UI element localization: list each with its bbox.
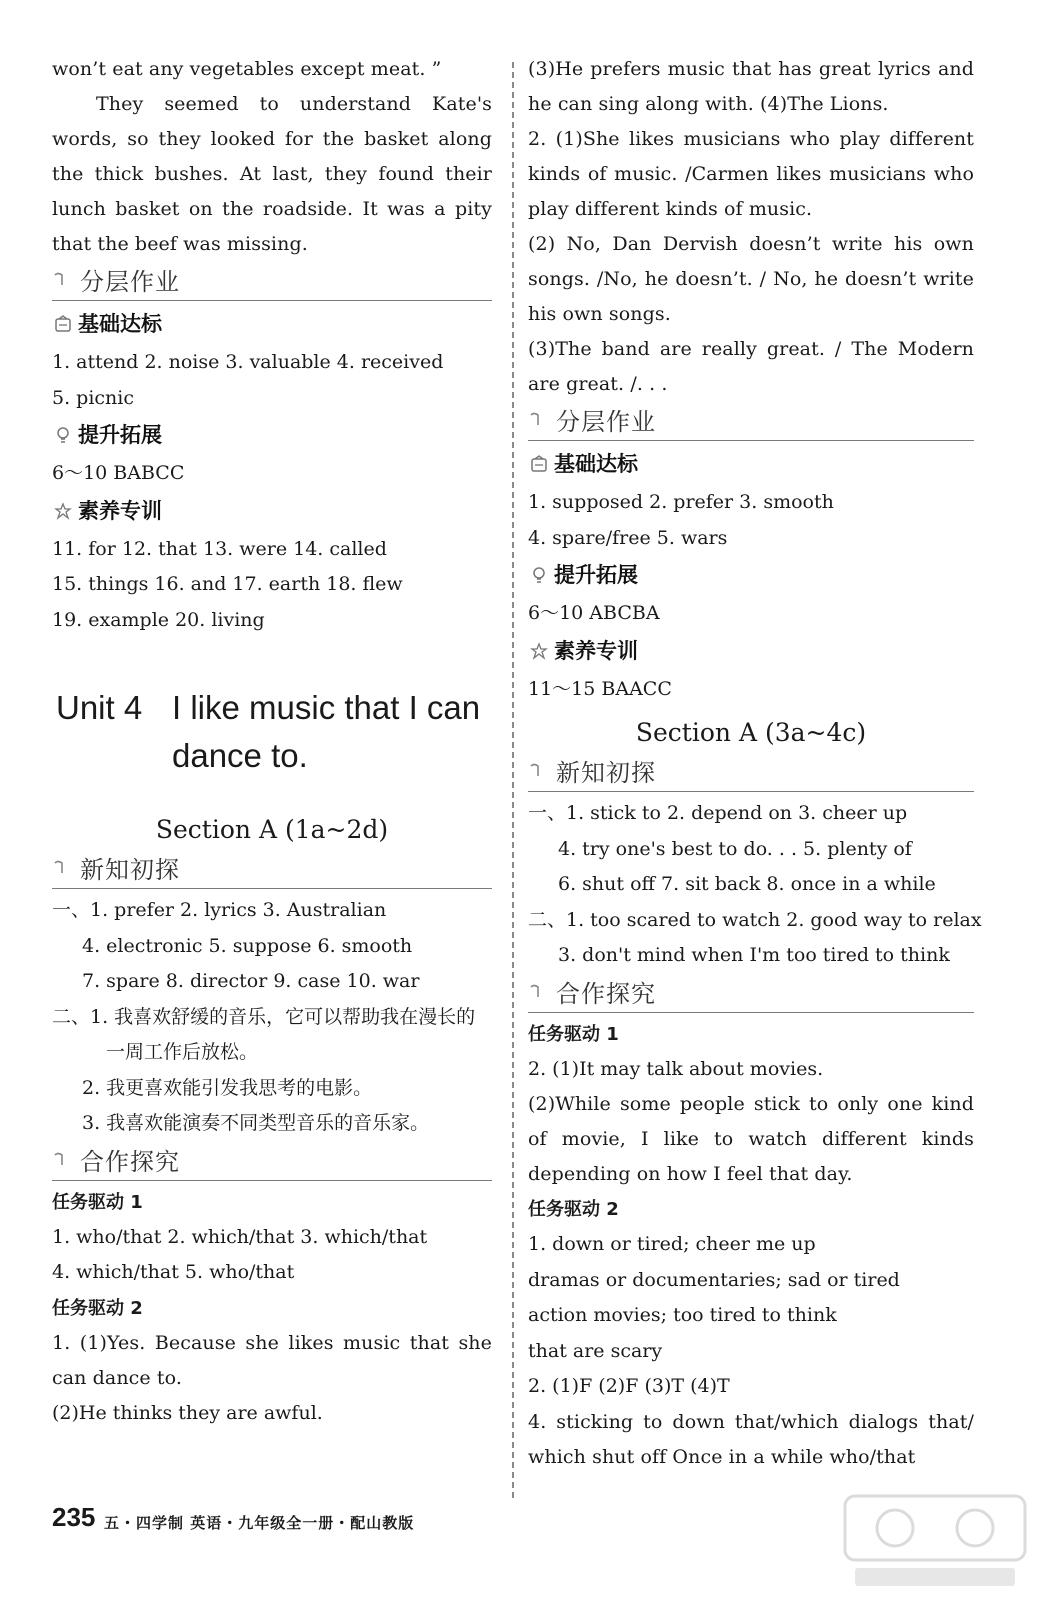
subheader-text: 提升拓展	[78, 423, 162, 447]
section-header-text: 合作探究	[556, 979, 656, 1008]
answer-line: dramas or documentaries; sad or tired	[528, 1268, 900, 1291]
subheader-literacy	[528, 632, 974, 672]
watermark-logo-icon	[835, 1486, 1035, 1596]
subheader-text: 基础达标	[554, 452, 638, 476]
clipboard-icon	[530, 455, 548, 473]
right-column	[528, 52, 982, 1475]
subheader-text: 素养专训	[554, 638, 638, 663]
unit-heading	[52, 684, 492, 780]
answer-line: 4. which/that 5. who/that	[52, 1261, 295, 1283]
unit-label: Unit 4	[56, 689, 143, 726]
bookmark-icon	[530, 412, 546, 426]
answer-line: 15. things 16. and 17. earth 18. flew	[52, 573, 403, 595]
task-label: 任务驱动 1	[52, 1191, 143, 1213]
clipboard-icon	[54, 315, 72, 333]
bookmark-icon	[530, 763, 546, 777]
translation-line: 3. 我喜欢能演奏不同类型音乐的音乐家。	[82, 1112, 430, 1134]
answer-line: 11～15 BAACC	[528, 677, 672, 700]
section-header-text: 分层作业	[556, 408, 656, 436]
bookmark-icon	[54, 1152, 70, 1166]
answer-line: 一、1. stick to 2. depend on 3. cheer up	[528, 802, 908, 824]
section-header-new-knowledge	[52, 854, 492, 889]
section-header-new-knowledge	[528, 757, 974, 792]
answer-paragraph: 4. sticking to down that/which dialogs that/ which shut off Once in a while who/that	[528, 1410, 974, 1468]
answer-line: 一、1. prefer 2. lyrics 3. Australian	[52, 899, 387, 921]
answer-line: 6. shut off 7. sit back 8. once in a while	[558, 873, 936, 895]
lightbulb-icon	[530, 566, 548, 584]
bookmark-icon	[530, 984, 546, 998]
section-title: Section A (1a~2d)	[155, 815, 389, 844]
lightbulb-icon	[54, 426, 72, 444]
answer-line: 3. don't mind when I'm too tired to think	[558, 944, 950, 966]
column-divider	[512, 62, 514, 1498]
answer-line: 6～10 BABCC	[52, 462, 185, 484]
translation-line: 二、1. 我喜欢舒缓的音乐，它可以帮助我在漫长的一周工作后放松。	[52, 1005, 476, 1063]
section-header-layered-homework	[52, 266, 492, 301]
task-label: 任务驱动 2	[52, 1297, 143, 1319]
translation-line: 2. 我更喜欢能引发我思考的电影。	[82, 1076, 373, 1099]
subheader-basic	[52, 305, 492, 345]
subheader-text: 提升拓展	[554, 563, 638, 587]
answer-line: (2)He thinks they are awful.	[52, 1401, 323, 1424]
answer-line: 11. for 12. that 13. were 14. called	[52, 537, 387, 560]
subheader-literacy	[52, 492, 492, 532]
section-header-layered-homework	[528, 406, 974, 441]
answer-line: 19. example 20. living	[52, 608, 265, 631]
answer-paragraph: (2)While some people stick to only one kind of movie, I like to watch different kinds depending on how I feel that day.	[528, 1093, 974, 1185]
page-number: 235	[52, 1502, 96, 1532]
section-header-text: 分层作业	[80, 268, 180, 296]
answer-line: 4. spare/free 5. wars	[528, 526, 728, 549]
story-ending: won’t eat any vegetables except meat. ”	[52, 58, 442, 80]
answer-paragraph: (3)The band are really great. / The Modern are great. /. . .	[528, 338, 974, 395]
answer-line: 4. electronic 5. suppose 6. smooth	[82, 934, 413, 957]
bookmark-icon	[54, 860, 70, 874]
subheader-text: 基础达标	[78, 312, 162, 336]
answer-line: 1. who/that 2. which/that 3. which/that	[52, 1225, 428, 1248]
story-paragraph: They seemed to understand Kate's words, so they looked for the basket along the thick bushes. At last, they found their lunch basket on the roadside. It was a pity that the beef was missing.	[52, 93, 492, 255]
task-label: 任务驱动 1	[528, 1023, 619, 1045]
section-header-text: 合作探究	[80, 1147, 180, 1176]
answer-paragraph: (2) No, Dan Dervish doesn’t write his own songs. /No, he doesn’t. / No, he doesn’t write his own songs.	[528, 233, 974, 325]
unit-title: I like music that I can dance to.	[172, 689, 481, 774]
star-icon	[530, 642, 548, 660]
answer-line: 4. try one's best to do. . . 5. plenty of	[558, 837, 912, 860]
answer-line: that are scary	[528, 1339, 663, 1362]
left-column	[52, 52, 492, 1431]
answer-line: 二、1. too scared to watch 2. good way to relax	[528, 908, 982, 931]
answer-line: 1. supposed 2. prefer 3. smooth	[528, 491, 834, 513]
answer-line: 1. attend 2. noise 3. valuable 4. received	[52, 351, 444, 373]
footer-book-info: 五・四学制 英语・九年级全一册・配山教版	[104, 1514, 415, 1532]
answer-paragraph: 1. (1)Yes. Because she likes music that she can dance to.	[52, 1331, 492, 1389]
subheader-advance	[528, 556, 974, 596]
answer-line: 2. (1)It may talk about movies.	[528, 1057, 824, 1080]
answer-line: 7. spare 8. director 9. case 10. war	[82, 970, 420, 992]
answer-line: 2. (1)F (2)F (3)T (4)T	[528, 1375, 730, 1397]
subheader-basic	[528, 445, 974, 485]
task-label: 任务驱动 2	[528, 1199, 619, 1220]
answer-line: 1. down or tired; cheer me up	[528, 1233, 816, 1255]
section-header-cooperation	[528, 978, 974, 1013]
star-icon	[54, 502, 72, 520]
subheader-text: 素养专训	[78, 498, 162, 523]
answer-line: 6～10 ABCBA	[528, 602, 660, 624]
answer-paragraph: (3)He prefers music that has great lyrics and he can sing along with. (4)The Lions.	[528, 58, 974, 115]
section-header-text: 新知初探	[556, 759, 656, 787]
answer-line: action movies; too tired to think	[528, 1304, 837, 1326]
section-header-text: 新知初探	[80, 856, 180, 884]
section-header-cooperation	[52, 1146, 492, 1181]
answer-line: 5. picnic	[52, 386, 135, 409]
bookmark-icon	[54, 272, 70, 286]
subheader-advance	[52, 416, 492, 456]
section-title: Section A (3a~4c)	[635, 718, 867, 747]
answer-paragraph: 2. (1)She likes musicians who play different kinds of music. /Carmen likes musicians who play different kinds of music.	[528, 128, 974, 220]
